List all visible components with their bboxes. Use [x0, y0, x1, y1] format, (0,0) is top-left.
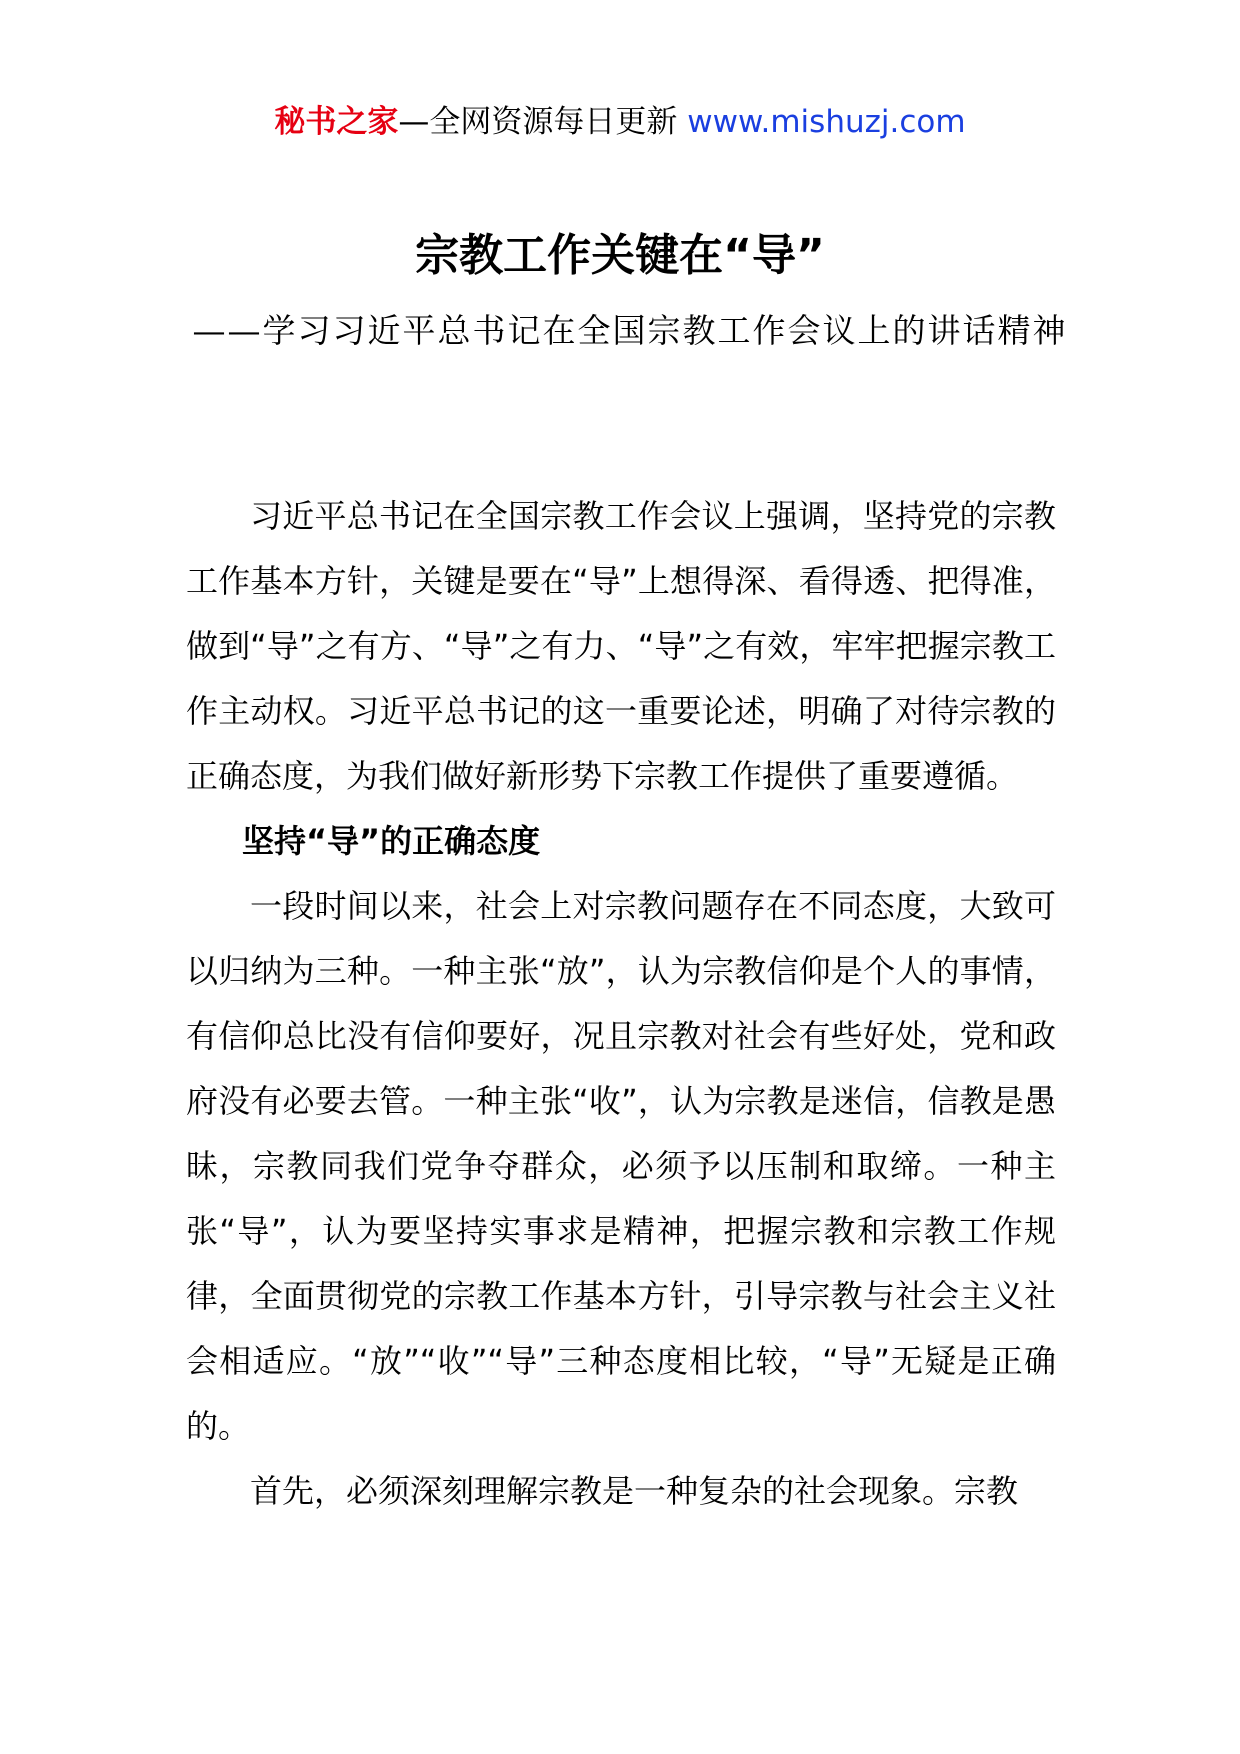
- document-body: [186, 484, 1056, 1524]
- paragraph-intro: 习近平总书记在全国宗教工作会议上强调，坚持党的宗教工作基本方针，关键是要在“导”上想得深、看得透、把得准，做到“导”之有方、“导”之有力、“导”之有效，牢牢把握宗教工作主动权。习近平总书记的这一重要论述，明确了对待宗教的正确态度，为我们做好新形势下宗教工作提供了重要遵循。: [186, 497, 1056, 795]
- paragraph-first: 首先，必须深刻理解宗教是一种复杂的社会现象。宗教: [250, 1472, 1019, 1510]
- document-title: 宗教工作关键在“导”: [415, 230, 825, 281]
- site-url-link[interactable]: www.mishuzj.com: [687, 104, 966, 140]
- site-tagline: —全网资源每日更新: [398, 104, 678, 140]
- site-brand: 秘书之家: [274, 104, 399, 140]
- document-subtitle: ——学习习近平总书记在全国宗教工作会议上的讲话精神: [192, 311, 1068, 350]
- paragraph-attitudes: 一段时间以来，社会上对宗教问题存在不同态度，大致可以归纳为三种。一种主张“放”，认为宗教信仰是个人的事情，有信仰总比没有信仰要好，况且宗教对社会有些好处，党和政府没有必要去管。一种主张“收”，认为宗教是迷信，信教是愚昧，宗教同我们党争夺群众，必须予以压制和取缔。一种主张“导”，认为要坚持实事求是精神，把握宗教和宗教工作规律，全面贯彻党的宗教工作基本方针，引导宗教与社会主义社会相适应。“放”“收”“导”三种态度相比较，“导”无疑是正确的。: [186, 887, 1056, 1445]
- site-header: [0, 100, 1240, 144]
- section-heading: 坚持“导”的正确态度: [242, 822, 541, 860]
